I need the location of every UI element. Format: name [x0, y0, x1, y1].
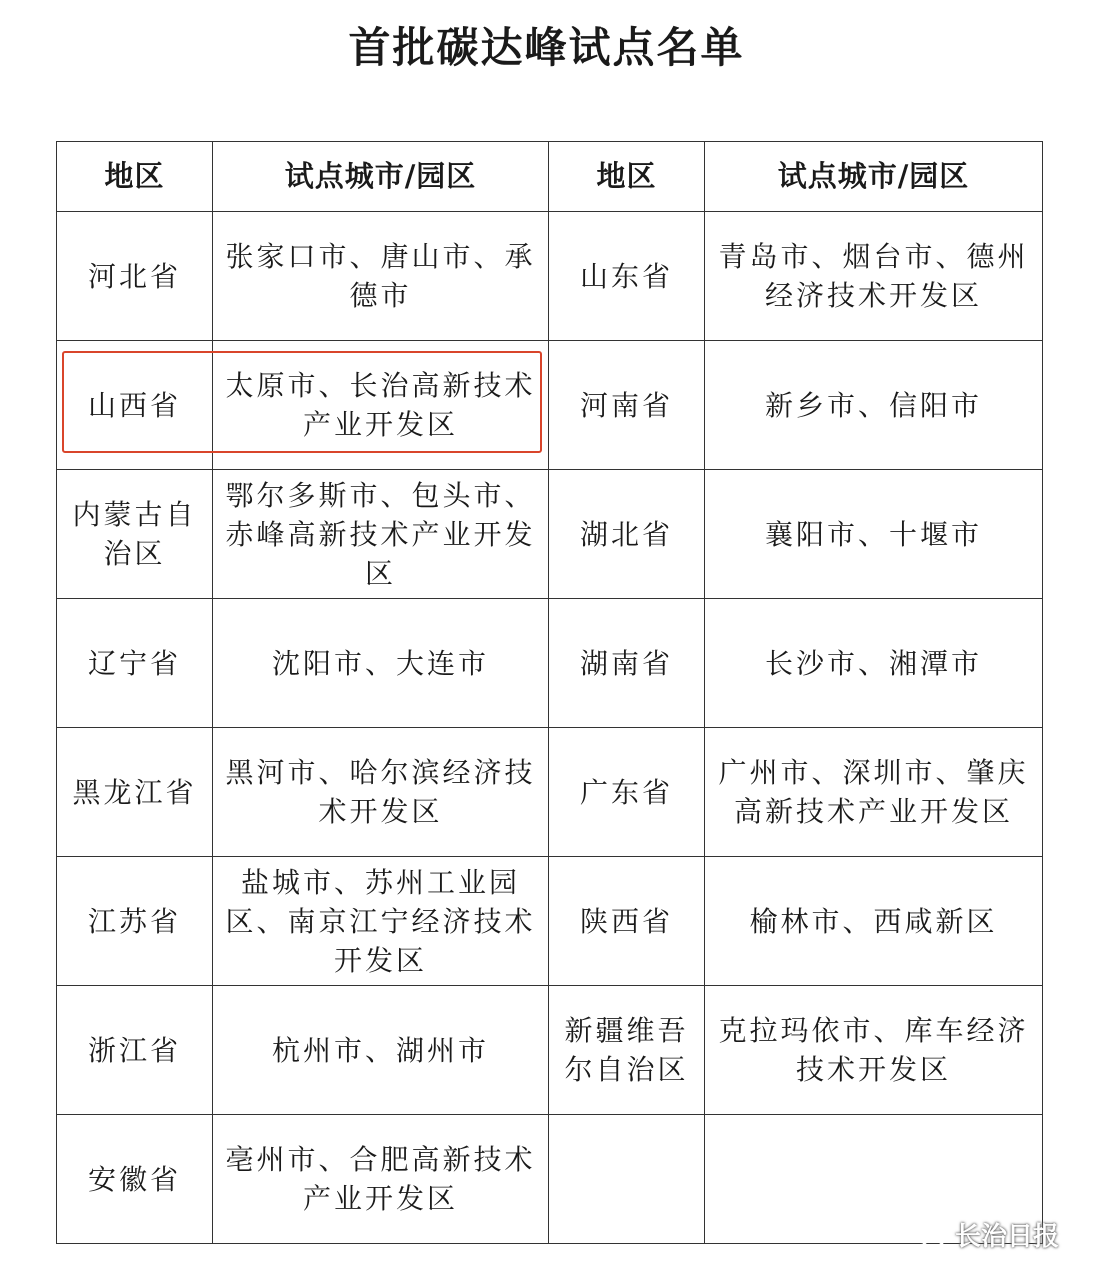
region-cell: 陕西省 [549, 857, 705, 986]
table-row [57, 728, 1043, 857]
table-row [57, 470, 1043, 599]
page-title: 首批碳达峰试点名单 [348, 23, 745, 72]
table-row [57, 857, 1043, 986]
cities-cell: 沈阳市、大连市 [213, 599, 549, 728]
region-cell: 广东省 [549, 728, 705, 857]
region-cell: 江苏省 [57, 857, 213, 986]
region-cell: 新疆维吾尔自治区 [549, 986, 705, 1115]
region-cell: 山西省 [57, 341, 213, 470]
header-cities-right: 试点城市/园区 [705, 142, 1043, 212]
watermark [909, 1216, 1059, 1253]
region-cell: 辽宁省 [57, 599, 213, 728]
cities-cell: 新乡市、信阳市 [705, 341, 1043, 470]
cities-cell: 鄂尔多斯市、包头市、赤峰高新技术产业开发区 [213, 470, 549, 599]
cities-cell: 榆林市、西咸新区 [705, 857, 1043, 986]
cities-cell: 克拉玛依市、库车经济技术开发区 [705, 986, 1043, 1115]
cities-cell: 襄阳市、十堰市 [705, 470, 1043, 599]
region-cell: 湖北省 [549, 470, 705, 599]
region-cell: 黑龙江省 [57, 728, 213, 857]
cities-cell: 广州市、深圳市、肇庆高新技术产业开发区 [705, 728, 1043, 857]
cities-cell: 盐城市、苏州工业园区、南京江宁经济技术开发区 [213, 857, 549, 986]
region-cell: 安徽省 [57, 1115, 213, 1244]
cities-cell: 黑河市、哈尔滨经济技术开发区 [213, 728, 549, 857]
pilot-list-table [56, 141, 1043, 1244]
table-row [57, 986, 1043, 1115]
header-cities-left: 试点城市/园区 [213, 142, 549, 212]
cities-cell: 杭州市、湖州市 [213, 986, 549, 1115]
cities-cell: 张家口市、唐山市、承德市 [213, 212, 549, 341]
region-cell: 浙江省 [57, 986, 213, 1115]
table-row [57, 341, 1043, 470]
wechat-icon [909, 1219, 947, 1251]
cities-cell: 亳州市、合肥高新技术产业开发区 [213, 1115, 549, 1244]
region-cell: 湖南省 [549, 599, 705, 728]
cities-cell: 太原市、长治高新技术产业开发区 [213, 341, 549, 470]
cities-cell: 长沙市、湘潭市 [705, 599, 1043, 728]
watermark-text: 长治日报 [954, 1222, 1059, 1252]
header-region-left: 地区 [57, 142, 213, 212]
region-cell [549, 1115, 705, 1244]
region-cell: 河北省 [57, 212, 213, 341]
region-cell: 内蒙古自治区 [57, 470, 213, 599]
region-cell: 河南省 [549, 341, 705, 470]
table-row [57, 599, 1043, 728]
region-cell: 山东省 [549, 212, 705, 341]
header-region-right: 地区 [549, 142, 705, 212]
table-row [57, 212, 1043, 341]
cities-cell: 青岛市、烟台市、德州经济技术开发区 [705, 212, 1043, 341]
table-row [57, 1115, 1043, 1244]
table-header-row [57, 142, 1043, 212]
